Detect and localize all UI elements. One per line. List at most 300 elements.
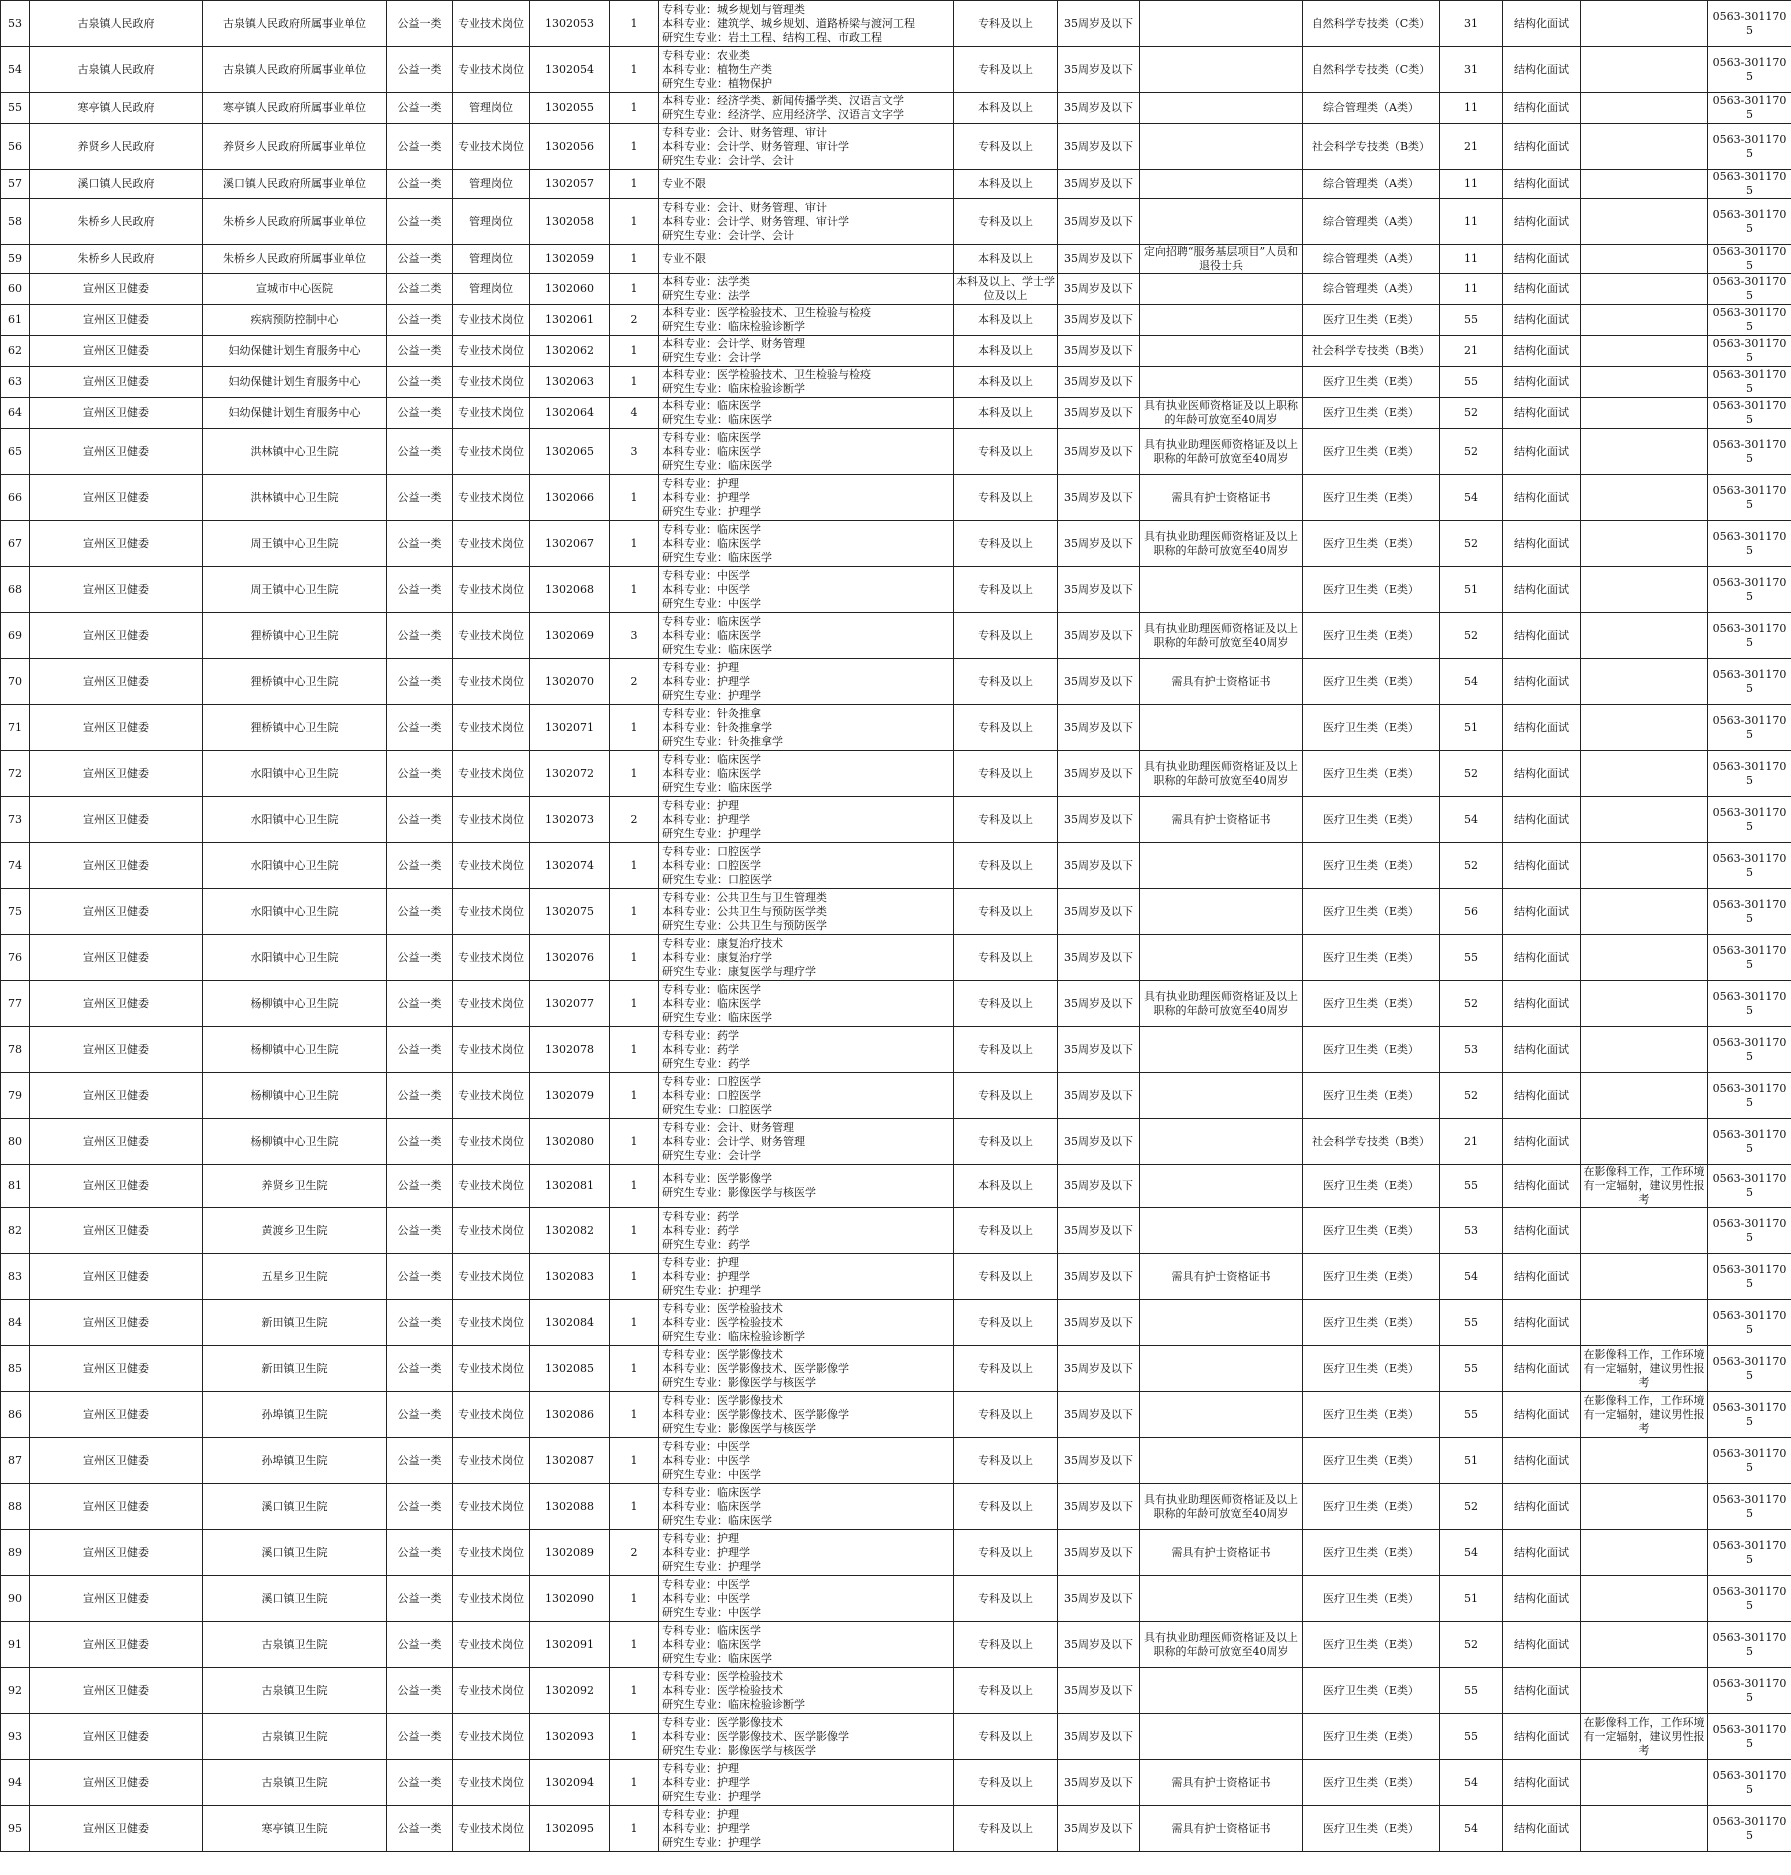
post-code-cell: 1302087: [530, 1438, 610, 1484]
unit-type-cell: 公益一类: [387, 613, 453, 659]
unit-type-cell: 公益一类: [387, 1668, 453, 1714]
major-requirement-cell: [659, 274, 954, 305]
hiring-count-cell: 2: [610, 797, 659, 843]
major-line: 专科专业：护理: [662, 1761, 739, 1775]
major-line: 本科专业：会计学、财务管理: [662, 1134, 805, 1148]
post-category-cell: 专业技术岗位: [453, 1668, 530, 1714]
major-requirement-cell: [659, 47, 954, 93]
unit-type-cell: 公益一类: [387, 1346, 453, 1392]
department-cell: 宣州区卫健委: [30, 889, 203, 935]
table-row: [1, 521, 1791, 567]
age-cell: 35周岁及以下: [1058, 889, 1140, 935]
major-line: 研究生专业：临床医学: [662, 642, 772, 656]
major-line: 本科专业：临床医学: [662, 399, 761, 412]
age-cell: 35周岁及以下: [1058, 1027, 1140, 1073]
major-line: 研究生专业：中医学: [662, 596, 761, 610]
exam-category-cell: 医疗卫生类（E类）: [1303, 567, 1440, 613]
category-code-cell: 11: [1440, 93, 1503, 124]
major-line: 本科专业：医学影像技术、医学影像学: [662, 1407, 849, 1421]
phone-cell: 0563-3011705: [1708, 1346, 1791, 1392]
remark-cell: [1581, 981, 1708, 1027]
other-requirement-cell: [1140, 1438, 1303, 1484]
post-category-cell: 管理岗位: [453, 170, 530, 199]
department-cell: 宣州区卫健委: [30, 1119, 203, 1165]
post-code-cell: 1302077: [530, 981, 610, 1027]
major-line: 本科专业：临床医学: [662, 444, 761, 458]
major-requirement-cell: [659, 1208, 954, 1254]
age-cell: 35周岁及以下: [1058, 124, 1140, 170]
education-cell: 本科及以上: [954, 398, 1058, 429]
education-cell: 专科及以上: [954, 521, 1058, 567]
education-cell: 专科及以上: [954, 1484, 1058, 1530]
hiring-count-cell: 1: [610, 245, 659, 274]
other-requirement-cell: [1140, 567, 1303, 613]
hiring-count-cell: 1: [610, 567, 659, 613]
category-code-cell: 31: [1440, 1, 1503, 47]
department-cell: 朱桥乡人民政府: [30, 199, 203, 245]
phone-cell: 0563-3011705: [1708, 797, 1791, 843]
department-cell: 宣州区卫健委: [30, 1254, 203, 1300]
department-cell: 宣州区卫健委: [30, 1576, 203, 1622]
other-requirement-cell: [1140, 1208, 1303, 1254]
remark-cell: [1581, 1300, 1708, 1346]
exam-category-cell: 医疗卫生类（E类）: [1303, 613, 1440, 659]
remark-cell: [1581, 1, 1708, 47]
row-number-cell: 61: [1, 305, 30, 336]
employer-unit-cell: 杨柳镇中心卫生院: [203, 1119, 387, 1165]
phone-cell: 0563-3011705: [1708, 274, 1791, 305]
age-cell: 35周岁及以下: [1058, 274, 1140, 305]
education-cell: 本科及以上: [954, 93, 1058, 124]
exam-category-cell: 医疗卫生类（E类）: [1303, 1806, 1440, 1852]
major-requirement-cell: [659, 843, 954, 889]
phone-cell: 0563-3011705: [1708, 367, 1791, 398]
phone-cell: 0563-3011705: [1708, 1668, 1791, 1714]
post-code-cell: 1302067: [530, 521, 610, 567]
department-cell: 宣州区卫健委: [30, 1530, 203, 1576]
interview-type-cell: 结构化面试: [1503, 1392, 1581, 1438]
post-code-cell: 1302094: [530, 1760, 610, 1806]
category-code-cell: 52: [1440, 1073, 1503, 1119]
education-cell: 专科及以上: [954, 1622, 1058, 1668]
major-requirement-cell: [659, 1530, 954, 1576]
post-category-cell: 管理岗位: [453, 274, 530, 305]
age-cell: 35周岁及以下: [1058, 981, 1140, 1027]
education-cell: 专科及以上: [954, 797, 1058, 843]
major-line: 本科专业：临床医学: [662, 536, 761, 550]
interview-type-cell: 结构化面试: [1503, 751, 1581, 797]
hiring-count-cell: 1: [610, 1, 659, 47]
row-number-cell: 59: [1, 245, 30, 274]
employer-unit-cell: 杨柳镇中心卫生院: [203, 1027, 387, 1073]
post-code-cell: 1302059: [530, 245, 610, 274]
age-cell: 35周岁及以下: [1058, 336, 1140, 367]
age-cell: 35周岁及以下: [1058, 170, 1140, 199]
age-cell: 35周岁及以下: [1058, 751, 1140, 797]
phone-cell: 0563-3011705: [1708, 1392, 1791, 1438]
remark-cell: [1581, 274, 1708, 305]
education-cell: 本科及以上: [954, 245, 1058, 274]
interview-type-cell: 结构化面试: [1503, 1530, 1581, 1576]
post-code-cell: 1302056: [530, 124, 610, 170]
exam-category-cell: 医疗卫生类（E类）: [1303, 367, 1440, 398]
phone-cell: 0563-3011705: [1708, 1119, 1791, 1165]
major-line: 本科专业：会计学、财务管理、审计学: [662, 139, 849, 153]
age-cell: 35周岁及以下: [1058, 1530, 1140, 1576]
department-cell: 古泉镇人民政府: [30, 1, 203, 47]
other-requirement-cell: [1140, 47, 1303, 93]
major-line: 本科专业：护理学: [662, 1775, 750, 1789]
interview-type-cell: 结构化面试: [1503, 521, 1581, 567]
education-cell: 专科及以上: [954, 751, 1058, 797]
phone-cell: 0563-3011705: [1708, 170, 1791, 199]
unit-type-cell: 公益一类: [387, 199, 453, 245]
interview-type-cell: 结构化面试: [1503, 1484, 1581, 1530]
major-requirement-cell: [659, 1073, 954, 1119]
major-line: 专科专业：医学检验技术: [662, 1301, 783, 1315]
table-row: [1, 705, 1791, 751]
post-code-cell: 1302072: [530, 751, 610, 797]
exam-category-cell: 社会科学专技类（B类）: [1303, 124, 1440, 170]
post-code-cell: 1302079: [530, 1073, 610, 1119]
major-requirement-cell: [659, 367, 954, 398]
exam-category-cell: 医疗卫生类（E类）: [1303, 475, 1440, 521]
row-number-cell: 84: [1, 1300, 30, 1346]
post-code-cell: 1302062: [530, 336, 610, 367]
unit-type-cell: 公益一类: [387, 1806, 453, 1852]
major-line: 研究生专业：临床医学: [662, 413, 772, 426]
major-line: 研究生专业：护理学: [662, 1559, 761, 1573]
education-cell: 本科及以上: [954, 367, 1058, 398]
row-number-cell: 88: [1, 1484, 30, 1530]
exam-category-cell: 医疗卫生类（E类）: [1303, 429, 1440, 475]
education-cell: 专科及以上: [954, 935, 1058, 981]
category-code-cell: 55: [1440, 935, 1503, 981]
education-cell: 专科及以上: [954, 843, 1058, 889]
category-code-cell: 52: [1440, 429, 1503, 475]
employer-unit-cell: 狸桥镇中心卫生院: [203, 705, 387, 751]
remark-cell: [1581, 47, 1708, 93]
major-requirement-cell: [659, 1576, 954, 1622]
table-row: [1, 1073, 1791, 1119]
table-row: [1, 1392, 1791, 1438]
exam-category-cell: 自然科学专技类（C类）: [1303, 1, 1440, 47]
education-cell: 专科及以上: [954, 1119, 1058, 1165]
unit-type-cell: 公益一类: [387, 659, 453, 705]
interview-type-cell: 结构化面试: [1503, 1806, 1581, 1852]
remark-cell: [1581, 367, 1708, 398]
major-line: 研究生专业：中医学: [662, 1605, 761, 1619]
major-line: 本科专业：医学影像学: [662, 1172, 772, 1185]
employer-unit-cell: 养贤乡卫生院: [203, 1165, 387, 1208]
department-cell: 宣州区卫健委: [30, 398, 203, 429]
phone-cell: 0563-3011705: [1708, 398, 1791, 429]
department-cell: 宣州区卫健委: [30, 1668, 203, 1714]
major-line: 专科专业：针灸推拿: [662, 706, 761, 720]
major-line: 专科专业：医学影像技术: [662, 1393, 783, 1407]
education-cell: 专科及以上: [954, 199, 1058, 245]
exam-category-cell: 医疗卫生类（E类）: [1303, 1668, 1440, 1714]
major-line: 专科专业：康复治疗技术: [662, 936, 783, 950]
interview-type-cell: 结构化面试: [1503, 245, 1581, 274]
interview-type-cell: 结构化面试: [1503, 1714, 1581, 1760]
interview-type-cell: 结构化面试: [1503, 1576, 1581, 1622]
other-requirement-cell: [1140, 1165, 1303, 1208]
major-line: 本科专业：植物生产类: [662, 62, 772, 76]
major-line: 专科专业：会计、财务管理: [662, 1120, 794, 1134]
department-cell: 宣州区卫健委: [30, 981, 203, 1027]
department-cell: 宣州区卫健委: [30, 659, 203, 705]
post-category-cell: 专业技术岗位: [453, 889, 530, 935]
unit-type-cell: 公益一类: [387, 1714, 453, 1760]
department-cell: 宣州区卫健委: [30, 1806, 203, 1852]
education-cell: 专科及以上: [954, 1668, 1058, 1714]
category-code-cell: 52: [1440, 521, 1503, 567]
post-category-cell: 专业技术岗位: [453, 751, 530, 797]
hiring-count-cell: 1: [610, 1208, 659, 1254]
unit-type-cell: 公益一类: [387, 245, 453, 274]
age-cell: 35周岁及以下: [1058, 1392, 1140, 1438]
major-line: 本科专业：临床医学: [662, 1637, 761, 1651]
remark-cell: [1581, 797, 1708, 843]
row-number-cell: 83: [1, 1254, 30, 1300]
employer-unit-cell: 疾病预防控制中心: [203, 305, 387, 336]
other-requirement-cell: 需具有护士资格证书: [1140, 659, 1303, 705]
exam-category-cell: 医疗卫生类（E类）: [1303, 1208, 1440, 1254]
age-cell: 35周岁及以下: [1058, 1346, 1140, 1392]
major-line: 专科专业：药学: [662, 1209, 739, 1223]
major-line: 本科专业：护理学: [662, 1269, 750, 1283]
hiring-count-cell: 1: [610, 1576, 659, 1622]
table-row: [1, 475, 1791, 521]
remark-cell: [1581, 1027, 1708, 1073]
post-category-cell: 专业技术岗位: [453, 398, 530, 429]
category-code-cell: 53: [1440, 1208, 1503, 1254]
major-requirement-cell: [659, 1668, 954, 1714]
major-requirement-cell: [659, 245, 954, 274]
row-number-cell: 91: [1, 1622, 30, 1668]
category-code-cell: 55: [1440, 1392, 1503, 1438]
table-row: [1, 1027, 1791, 1073]
exam-category-cell: 医疗卫生类（E类）: [1303, 1165, 1440, 1208]
education-cell: 专科及以上: [954, 1254, 1058, 1300]
department-cell: 宣州区卫健委: [30, 1346, 203, 1392]
employer-unit-cell: 溪口镇卫生院: [203, 1576, 387, 1622]
post-code-cell: 1302075: [530, 889, 610, 935]
phone-cell: 0563-3011705: [1708, 93, 1791, 124]
post-code-cell: 1302069: [530, 613, 610, 659]
exam-category-cell: 医疗卫生类（E类）: [1303, 889, 1440, 935]
major-line: 研究生专业：植物保护: [662, 76, 772, 90]
exam-category-cell: 综合管理类（A类）: [1303, 245, 1440, 274]
remark-cell: [1581, 124, 1708, 170]
other-requirement-cell: 具有执业助理医师资格证及以上职称的年龄可放宽至40周岁: [1140, 521, 1303, 567]
major-line: 研究生专业：会计学、会计: [662, 228, 794, 242]
other-requirement-cell: [1140, 889, 1303, 935]
table-row: [1, 274, 1791, 305]
row-number-cell: 79: [1, 1073, 30, 1119]
category-code-cell: 51: [1440, 1576, 1503, 1622]
row-number-cell: 78: [1, 1027, 30, 1073]
major-line: 研究生专业：临床检验诊断学: [662, 1329, 805, 1343]
phone-cell: 0563-3011705: [1708, 1254, 1791, 1300]
major-requirement-cell: [659, 199, 954, 245]
education-cell: 专科及以上: [954, 1027, 1058, 1073]
major-line: 本科专业：护理学: [662, 1545, 750, 1559]
major-requirement-cell: [659, 398, 954, 429]
exam-category-cell: 医疗卫生类（E类）: [1303, 1622, 1440, 1668]
other-requirement-cell: 需具有护士资格证书: [1140, 1806, 1303, 1852]
education-cell: 本科及以上: [954, 170, 1058, 199]
phone-cell: 0563-3011705: [1708, 521, 1791, 567]
education-cell: 专科及以上: [954, 1346, 1058, 1392]
table-row: [1, 981, 1791, 1027]
other-requirement-cell: 具有执业助理医师资格证及以上职称的年龄可放宽至40周岁: [1140, 751, 1303, 797]
post-code-cell: 1302054: [530, 47, 610, 93]
exam-category-cell: 社会科学专技类（B类）: [1303, 1119, 1440, 1165]
phone-cell: 0563-3011705: [1708, 1576, 1791, 1622]
post-code-cell: 1302090: [530, 1576, 610, 1622]
interview-type-cell: 结构化面试: [1503, 1438, 1581, 1484]
phone-cell: 0563-3011705: [1708, 1760, 1791, 1806]
post-category-cell: 专业技术岗位: [453, 367, 530, 398]
post-category-cell: 专业技术岗位: [453, 843, 530, 889]
exam-category-cell: 医疗卫生类（E类）: [1303, 521, 1440, 567]
employer-unit-cell: 新田镇卫生院: [203, 1346, 387, 1392]
major-line: 专科专业：护理: [662, 1807, 739, 1821]
age-cell: 35周岁及以下: [1058, 1760, 1140, 1806]
major-line: 专科专业：医学影像技术: [662, 1347, 783, 1361]
post-code-cell: 1302086: [530, 1392, 610, 1438]
hiring-count-cell: 1: [610, 1073, 659, 1119]
table-row: [1, 1, 1791, 47]
major-line: 本科专业：口腔医学: [662, 1088, 761, 1102]
category-code-cell: 53: [1440, 1027, 1503, 1073]
post-code-cell: 1302070: [530, 659, 610, 705]
major-requirement-cell: [659, 1484, 954, 1530]
department-cell: 宣州区卫健委: [30, 521, 203, 567]
category-code-cell: 31: [1440, 47, 1503, 93]
major-requirement-cell: [659, 1254, 954, 1300]
phone-cell: 0563-3011705: [1708, 981, 1791, 1027]
employer-unit-cell: 古泉镇人民政府所属事业单位: [203, 1, 387, 47]
row-number-cell: 57: [1, 170, 30, 199]
age-cell: 35周岁及以下: [1058, 199, 1140, 245]
department-cell: 宣州区卫健委: [30, 1622, 203, 1668]
hiring-count-cell: 1: [610, 1714, 659, 1760]
category-code-cell: 55: [1440, 1346, 1503, 1392]
unit-type-cell: 公益一类: [387, 1622, 453, 1668]
major-line: 专科专业：口腔医学: [662, 1074, 761, 1088]
remark-cell: 在影像科工作，工作环境有一定辐射，建议男性报考: [1581, 1714, 1708, 1760]
table-row: [1, 1254, 1791, 1300]
phone-cell: 0563-3011705: [1708, 1806, 1791, 1852]
exam-category-cell: 综合管理类（A类）: [1303, 199, 1440, 245]
unit-type-cell: 公益一类: [387, 521, 453, 567]
phone-cell: 0563-3011705: [1708, 1300, 1791, 1346]
department-cell: 宣州区卫健委: [30, 935, 203, 981]
category-code-cell: 55: [1440, 367, 1503, 398]
hiring-count-cell: 1: [610, 521, 659, 567]
major-line: 专科专业：医学影像技术: [662, 1715, 783, 1729]
row-number-cell: 89: [1, 1530, 30, 1576]
major-line: 本科专业：临床医学: [662, 1499, 761, 1513]
interview-type-cell: 结构化面试: [1503, 1073, 1581, 1119]
major-line: 本科专业：临床医学: [662, 628, 761, 642]
other-requirement-cell: [1140, 1119, 1303, 1165]
employer-unit-cell: 妇幼保健计划生育服务中心: [203, 336, 387, 367]
department-cell: 宣州区卫健委: [30, 367, 203, 398]
major-requirement-cell: [659, 1806, 954, 1852]
table-row: [1, 1668, 1791, 1714]
other-requirement-cell: [1140, 705, 1303, 751]
education-cell: 专科及以上: [954, 889, 1058, 935]
phone-cell: 0563-3011705: [1708, 659, 1791, 705]
major-line: 研究生专业：临床医学: [662, 780, 772, 794]
phone-cell: 0563-3011705: [1708, 705, 1791, 751]
phone-cell: 0563-3011705: [1708, 613, 1791, 659]
major-line: 专科专业：临床医学: [662, 614, 761, 628]
category-code-cell: 54: [1440, 1254, 1503, 1300]
category-code-cell: 55: [1440, 1668, 1503, 1714]
remark-cell: 在影像科工作，工作环境有一定辐射，建议男性报考: [1581, 1392, 1708, 1438]
post-category-cell: 专业技术岗位: [453, 47, 530, 93]
phone-cell: 0563-3011705: [1708, 1027, 1791, 1073]
other-requirement-cell: [1140, 1392, 1303, 1438]
interview-type-cell: 结构化面试: [1503, 1208, 1581, 1254]
department-cell: 宣州区卫健委: [30, 751, 203, 797]
education-cell: 专科及以上: [954, 1438, 1058, 1484]
age-cell: 35周岁及以下: [1058, 567, 1140, 613]
major-line: 专科专业：农业类: [662, 48, 750, 62]
other-requirement-cell: 需具有护士资格证书: [1140, 797, 1303, 843]
row-number-cell: 70: [1, 659, 30, 705]
other-requirement-cell: 具有执业助理医师资格证及以上职称的年龄可放宽至40周岁: [1140, 429, 1303, 475]
remark-cell: [1581, 613, 1708, 659]
age-cell: 35周岁及以下: [1058, 659, 1140, 705]
post-category-cell: 专业技术岗位: [453, 1208, 530, 1254]
post-code-cell: 1302093: [530, 1714, 610, 1760]
category-code-cell: 11: [1440, 274, 1503, 305]
major-line: 研究生专业：岩土工程、结构工程、市政工程: [662, 30, 882, 44]
department-cell: 宣州区卫健委: [30, 843, 203, 889]
phone-cell: 0563-3011705: [1708, 1714, 1791, 1760]
department-cell: 宣州区卫健委: [30, 1760, 203, 1806]
major-line: 专科专业：临床医学: [662, 752, 761, 766]
post-code-cell: 1302095: [530, 1806, 610, 1852]
age-cell: 35周岁及以下: [1058, 1208, 1140, 1254]
age-cell: 35周岁及以下: [1058, 1073, 1140, 1119]
other-requirement-cell: 具有执业助理医师资格证及以上职称的年龄可放宽至40周岁: [1140, 1484, 1303, 1530]
phone-cell: 0563-3011705: [1708, 305, 1791, 336]
interview-type-cell: 结构化面试: [1503, 843, 1581, 889]
major-line: 本科专业：临床医学: [662, 766, 761, 780]
major-line: 专业不限: [662, 252, 706, 265]
row-number-cell: 80: [1, 1119, 30, 1165]
row-number-cell: 64: [1, 398, 30, 429]
age-cell: 35周岁及以下: [1058, 305, 1140, 336]
interview-type-cell: 结构化面试: [1503, 367, 1581, 398]
employer-unit-cell: 妇幼保健计划生育服务中心: [203, 367, 387, 398]
major-requirement-cell: [659, 1438, 954, 1484]
post-code-cell: 1302084: [530, 1300, 610, 1346]
department-cell: 宣州区卫健委: [30, 1392, 203, 1438]
category-code-cell: 54: [1440, 1530, 1503, 1576]
interview-type-cell: 结构化面试: [1503, 1254, 1581, 1300]
interview-type-cell: 结构化面试: [1503, 274, 1581, 305]
interview-type-cell: 结构化面试: [1503, 199, 1581, 245]
row-number-cell: 69: [1, 613, 30, 659]
